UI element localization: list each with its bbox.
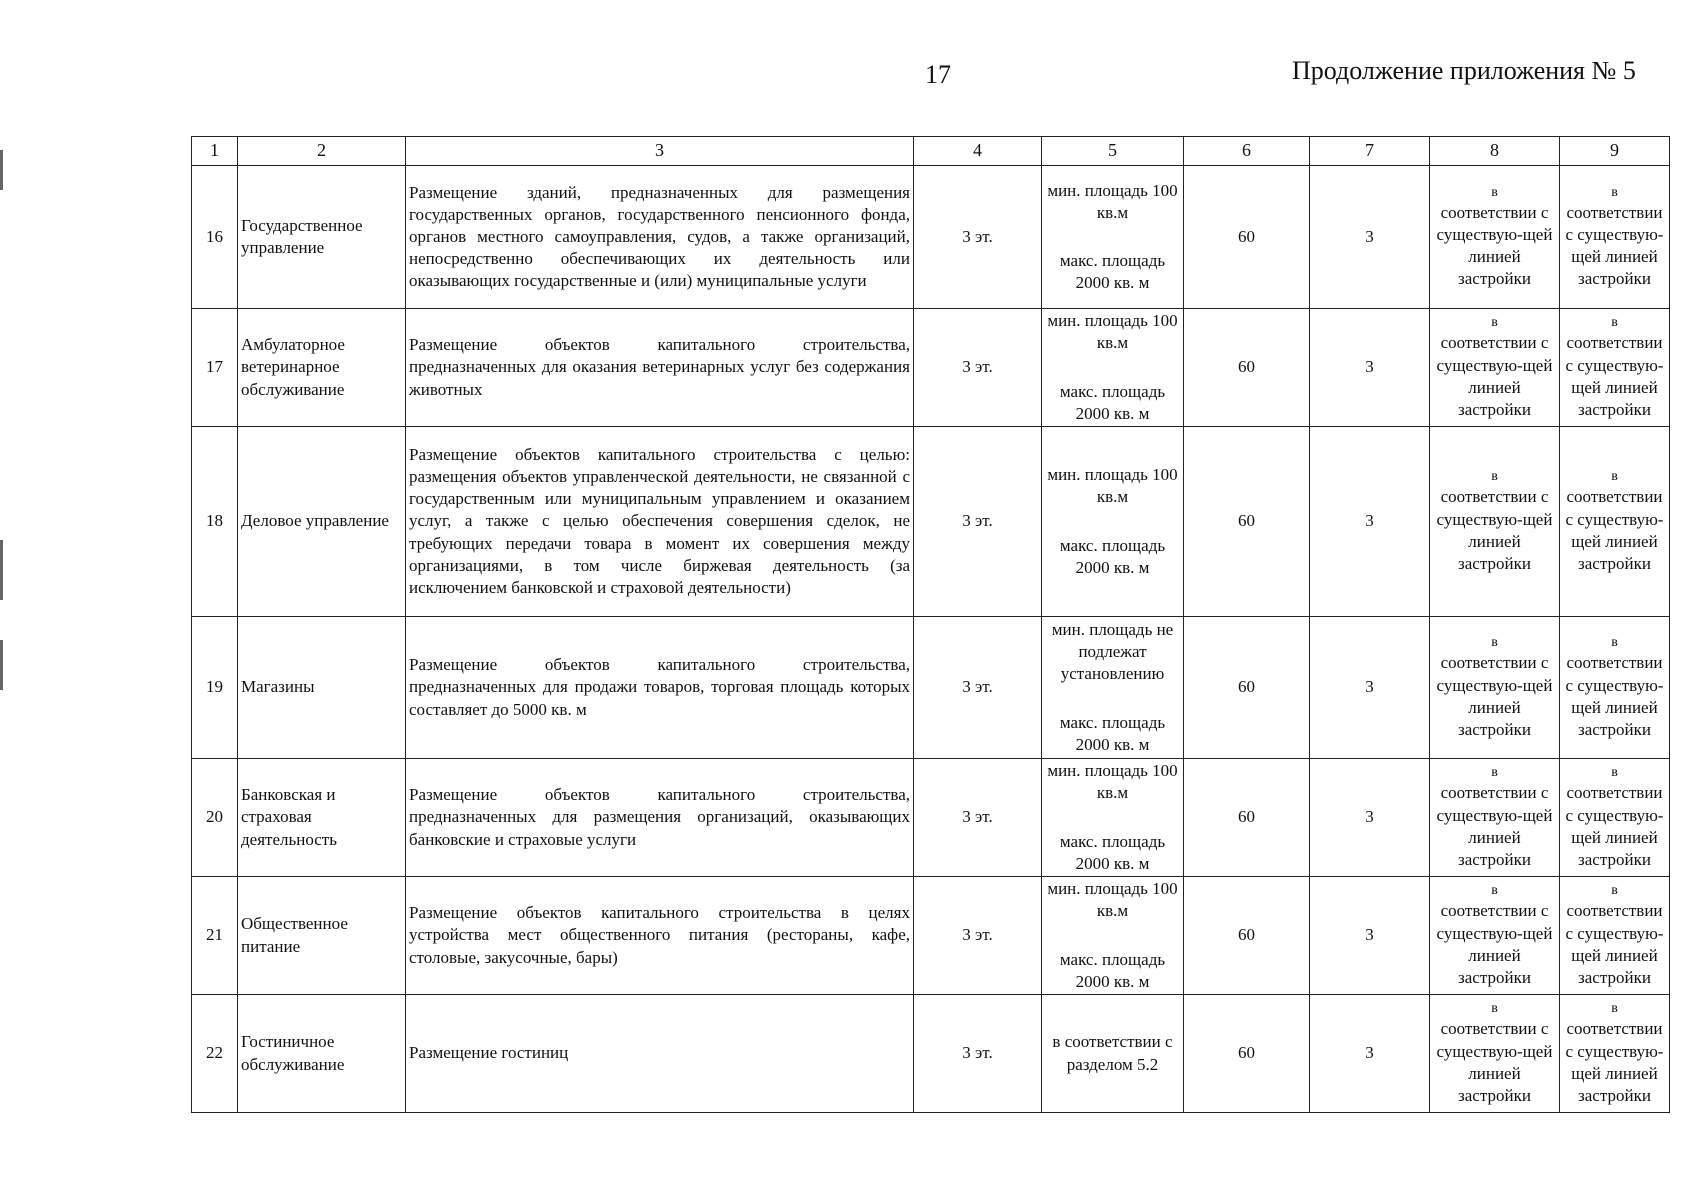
plot-area-cell <box>1042 877 1184 995</box>
area-max: макс. площадь 2000 кв. м <box>1059 831 1166 873</box>
area-max: макс. площадь 2000 кв. м <box>1059 381 1166 423</box>
setback-text: соответствии с существую-щей линией застройки <box>1436 1019 1553 1105</box>
setback-prefix: в <box>1491 635 1498 651</box>
plot-area-cell <box>1042 759 1184 877</box>
plot-area-cell <box>1042 617 1184 759</box>
setback-cell-9 <box>1560 759 1670 877</box>
row-number: 20 <box>192 759 238 877</box>
land-use-name: Амбулаторное ветеринарное обслуживание <box>238 309 406 427</box>
col7-value: 3 <box>1310 759 1430 877</box>
land-use-description: Размещение объектов капитального строительства, предназначенных для оказания ветеринарных услуг без содержания животных <box>406 309 914 427</box>
area-min: мин. площадь 100 кв.м <box>1047 180 1178 222</box>
setback-text: соответствии с существую-щей линией застройки <box>1565 202 1664 289</box>
column-header: 5 <box>1042 137 1184 166</box>
col7-value: 3 <box>1310 617 1430 759</box>
land-use-description: Размещение гостиниц <box>406 995 914 1113</box>
table-row <box>192 759 1670 877</box>
table-row <box>192 427 1670 617</box>
scan-edge-mark <box>0 150 3 190</box>
plot-area-cell <box>1042 309 1184 427</box>
setback-cell-9 <box>1560 427 1670 617</box>
table-row <box>192 995 1670 1113</box>
setback-prefix: в <box>1611 1001 1618 1017</box>
setback-prefix: в <box>1491 883 1498 899</box>
table-row <box>192 877 1670 995</box>
page-number: 17 <box>925 60 951 89</box>
land-use-name: Деловое управление <box>238 427 406 617</box>
setback-cell-8 <box>1430 427 1560 617</box>
land-use-description: Размещение объектов капитального строительства, предназначенных для размещения организаций, оказывающих банковские и страховые услуги <box>406 759 914 877</box>
row-number: 16 <box>192 166 238 309</box>
max-floors: 3 эт. <box>914 759 1042 877</box>
scan-edge-mark <box>0 540 3 600</box>
appendix-title: Продолжение приложения № 5 <box>1292 56 1636 85</box>
setback-cell-9 <box>1560 877 1670 995</box>
column-header: 3 <box>406 137 914 166</box>
column-number-row <box>192 137 1670 166</box>
setback-text: соответствии с существую-щей линией застройки <box>1436 783 1553 869</box>
setback-prefix: в <box>1491 1001 1498 1017</box>
column-header: 7 <box>1310 137 1430 166</box>
setback-cell-8 <box>1430 166 1560 309</box>
row-number: 17 <box>192 309 238 427</box>
max-floors: 3 эт. <box>914 166 1042 309</box>
max-floors: 3 эт. <box>914 877 1042 995</box>
setback-text: соответствии с существую-щей линией застройки <box>1565 901 1664 987</box>
column-header: 4 <box>914 137 1042 166</box>
setback-cell-8 <box>1430 759 1560 877</box>
max-floors: 3 эт. <box>914 427 1042 617</box>
column-header: 8 <box>1430 137 1560 166</box>
setback-text: соответствии с существую-щей линией застройки <box>1565 1019 1664 1105</box>
setback-prefix: в <box>1611 184 1618 200</box>
area-min: мин. площадь не подлежат установлению <box>1051 620 1174 684</box>
col7-value: 3 <box>1310 995 1430 1113</box>
max-floors: 3 эт. <box>914 995 1042 1113</box>
setback-prefix: в <box>1611 469 1618 485</box>
land-use-description: Размещение объектов капитального строительства, предназначенных для продажи товаров, торговая площадь которых составляет до 5000 кв. м <box>406 617 914 759</box>
setback-cell-8 <box>1430 309 1560 427</box>
column-header: 9 <box>1560 137 1670 166</box>
setback-cell-9 <box>1560 309 1670 427</box>
area-max: макс. площадь 2000 кв. м <box>1059 949 1166 991</box>
setback-text: соответствии с существую-щей линией застройки <box>1565 783 1664 869</box>
scan-edge-mark <box>0 640 3 690</box>
max-floors: 3 эт. <box>914 309 1042 427</box>
setback-prefix: в <box>1611 635 1618 651</box>
setback-prefix: в <box>1491 765 1498 781</box>
col6-value: 60 <box>1184 617 1310 759</box>
row-number: 18 <box>192 427 238 617</box>
column-header: 1 <box>192 137 238 166</box>
setback-prefix: в <box>1491 184 1498 200</box>
col7-value: 3 <box>1310 309 1430 427</box>
area-min: мин. площадь 100 кв.м <box>1047 879 1178 921</box>
setback-prefix: в <box>1611 765 1618 781</box>
col7-value: 3 <box>1310 427 1430 617</box>
setback-cell-8 <box>1430 877 1560 995</box>
area-max: макс. площадь 2000 кв. м <box>1059 535 1166 577</box>
setback-text: соответствии с существую-щей линией застройки <box>1565 487 1664 573</box>
col7-value: 3 <box>1310 166 1430 309</box>
max-floors: 3 эт. <box>914 617 1042 759</box>
area-min: мин. площадь 100 кв.м <box>1047 465 1178 507</box>
land-use-name: Общественное питание <box>238 877 406 995</box>
col7-value: 3 <box>1310 877 1430 995</box>
setback-cell-8 <box>1430 995 1560 1113</box>
setback-cell-9 <box>1560 166 1670 309</box>
row-number: 21 <box>192 877 238 995</box>
table-row <box>192 617 1670 759</box>
setback-cell-9 <box>1560 995 1670 1113</box>
setback-text: соответствии с существую-щей линией застройки <box>1436 333 1553 419</box>
land-use-name: Гостиничное обслуживание <box>238 995 406 1113</box>
setback-prefix: в <box>1491 315 1498 331</box>
setback-cell-8 <box>1430 617 1560 759</box>
setback-text: соответствии с существую-щей линией застройки <box>1436 487 1553 573</box>
col6-value: 60 <box>1184 166 1310 309</box>
area-min: мин. площадь 100 кв.м <box>1047 761 1178 803</box>
area-max: макс. площадь 2000 кв. м <box>1059 251 1166 293</box>
col6-value: 60 <box>1184 759 1310 877</box>
column-header: 2 <box>238 137 406 166</box>
land-use-name: Государственное управление <box>238 166 406 309</box>
plot-area-cell <box>1042 427 1184 617</box>
table-row <box>192 309 1670 427</box>
setback-prefix: в <box>1611 315 1618 331</box>
land-use-name: Банковская и страховая деятельность <box>238 759 406 877</box>
zoning-table <box>191 136 1670 1113</box>
setback-text: соответствии с существую-щей линией застройки <box>1436 653 1553 739</box>
setback-text: соответствии с существую-щей линией застройки <box>1436 901 1553 987</box>
setback-text: соответствии с существую-щей линией застройки <box>1565 333 1664 419</box>
setback-prefix: в <box>1491 469 1498 485</box>
table-row <box>192 166 1670 309</box>
plot-area-cell <box>1042 166 1184 309</box>
col6-value: 60 <box>1184 427 1310 617</box>
setback-cell-9 <box>1560 617 1670 759</box>
row-number: 22 <box>192 995 238 1113</box>
area-min: мин. площадь 100 кв.м <box>1047 311 1178 353</box>
land-use-name: Магазины <box>238 617 406 759</box>
setback-prefix: в <box>1611 883 1618 899</box>
land-use-description: Размещение зданий, предназначенных для размещения государственных органов, государственного пенсионного фонда, органов местного самоуправления, судов, а также организаций, непосредственно обеспечивающих их деятельность или оказывающих государственные и (или) муниципальные услуги <box>406 166 914 309</box>
setback-text: соответствии с существую-щей линией застройки <box>1565 653 1664 739</box>
plot-area-cell <box>1042 995 1184 1113</box>
col6-value: 60 <box>1184 309 1310 427</box>
row-number: 19 <box>192 617 238 759</box>
col6-value: 60 <box>1184 995 1310 1113</box>
col6-value: 60 <box>1184 877 1310 995</box>
land-use-description: Размещение объектов капитального строительства в целях устройства мест общественного питания (рестораны, кафе, столовые, закусочные, бары) <box>406 877 914 995</box>
setback-text: соответствии с существую-щей линией застройки <box>1436 202 1553 289</box>
column-header: 6 <box>1184 137 1310 166</box>
area-max: макс. площадь 2000 кв. м <box>1059 712 1166 754</box>
land-use-description: Размещение объектов капитального строительства с целью: размещения объектов управленческой деятельности, не связанной с государственным или муниципальным управлением и оказанием услуг, а также с целью обеспечения совершения сделок, не требующих передачи товара в момент их совершения между организациями, в том числе биржевая деятельность (за исключением банковской и страховой деятельности) <box>406 427 914 617</box>
area-text: в соответствии с разделом 5.2 <box>1052 1032 1173 1074</box>
